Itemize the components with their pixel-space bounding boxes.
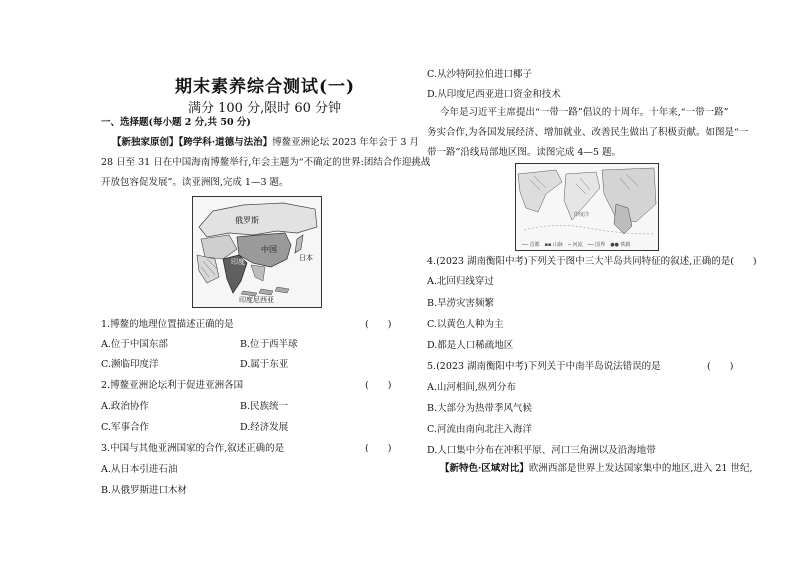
passage2-line2: 务实合作,为各国发展经济、增加就业、改善民生做出了积极贡献。如图是“一 — [427, 127, 749, 138]
tag-original: 【新独家原创】 — [112, 137, 179, 148]
tag-cross-discipline: 【跨学科·道德与法治】 — [178, 137, 273, 148]
map-label-russia: 俄罗斯 — [235, 216, 259, 225]
q3-option-a: A.从日本引进石油 — [101, 464, 178, 475]
page-subtitle: 满分 100 分,限时 60 分钟 — [188, 101, 342, 116]
page-title: 期末素养综合测试(一) — [175, 77, 356, 97]
passage2-line3: 带一路”沿线局部地区图。读图完成 4—5 题。 — [427, 147, 621, 158]
q1-option-c: C.濒临印度洋 — [101, 359, 159, 370]
q1-stem: 1.博鳌的地理位置描述正确的是 — [101, 319, 234, 330]
asia-map — [192, 196, 322, 308]
q3-answer-paren: ( ) — [365, 443, 392, 454]
map-label-india: 印度 — [231, 258, 245, 266]
q3-option-b: B.从俄罗斯进口木材 — [101, 485, 188, 496]
map-label-china: 中国 — [261, 245, 277, 254]
passage3-line1 — [440, 463, 752, 475]
passage1-text1: 博鳌亚洲论坛 2023 年年会于 3 月 — [272, 137, 419, 148]
passage1-line1 — [112, 137, 419, 149]
q3-option-d: D.从印度尼西亚进口资金和技术 — [427, 89, 561, 100]
map-label-indonesia: 印度尼西亚 — [239, 296, 274, 304]
q5-option-a: A.山河相间,纵列分布 — [427, 382, 516, 393]
q3-stem: 3.中国与其他亚洲国家的合作,叙述正确的是 — [101, 443, 285, 454]
q1-option-d: D.属于东亚 — [240, 359, 289, 370]
map-legend: ── 首都 ▪▪ 山脉 ─ 河流 ── 国界 ●● 铁路 — [522, 242, 631, 248]
q4-option-d: D.都是人口稀疏地区 — [427, 340, 514, 351]
passage1-line3: 开放包容促发展”。读亚洲图,完成 1—3 题。 — [101, 177, 289, 188]
passage2-line1: 今年是习近平主席提出“一带一路”倡议的十周年。十年来,“一带一路” — [440, 107, 729, 118]
tag-region-compare: 【新特色·区域对比】 — [440, 463, 529, 474]
q4-stem: 4.(2023 湖南衡阳中考)下列关于图中三大半岛共同特征的叙述,正确的是( ) — [427, 256, 757, 267]
belt-road-map — [515, 163, 659, 251]
q4-option-b: B.旱涝灾害频繁 — [427, 298, 495, 309]
q1-option-b: B.位于西半球 — [240, 339, 298, 350]
q3-option-c: C.从沙特阿拉伯进口椰子 — [427, 69, 532, 80]
q5-stem: 5.(2023 湖南衡阳中考)下列关于中南半岛说法错误的是 — [427, 361, 661, 372]
asia-map-drawing — [193, 197, 321, 307]
q2-option-b: B.民族统一 — [240, 401, 289, 412]
passage1-line2: 28 日至 31 日在中国海南博鳌举行,年会主题为“不确定的世界:团结合作迎挑战 — [101, 157, 431, 168]
q5-option-d: D.人口集中分布在冲积平原、河口三角洲以及沿海地带 — [427, 445, 656, 456]
svg-text:印度洋: 印度洋 — [574, 212, 590, 218]
q2-option-d: D.经济发展 — [240, 422, 289, 433]
q1-answer-paren: ( ) — [365, 319, 392, 330]
q5-option-b: B.大部分为热带季风气候 — [427, 403, 533, 414]
q5-answer-paren: ( ) — [707, 361, 734, 372]
q5-option-c: C.河流由南向北注入海洋 — [427, 424, 532, 435]
q4-option-a: A.北回归线穿过 — [427, 276, 494, 287]
q1-option-a: A.位于中国东部 — [101, 339, 168, 350]
belt-road-map-drawing — [516, 164, 658, 250]
q2-answer-paren: ( ) — [365, 380, 392, 391]
passage3-text: 欧洲西部是世界上发达国家集中的地区,进入 21 世纪, — [528, 463, 753, 474]
q2-option-c: C.军事合作 — [101, 422, 149, 433]
section-heading: 一、选择题(每小题 2 分,共 50 分) — [101, 117, 251, 128]
q4-option-c: C.以黄色人种为主 — [427, 319, 504, 330]
q2-stem: 2.博鳌亚洲论坛利于促进亚洲各国 — [101, 380, 244, 391]
q2-option-a: A.政治协作 — [101, 401, 149, 412]
map-label-japan: 日本 — [299, 254, 313, 262]
